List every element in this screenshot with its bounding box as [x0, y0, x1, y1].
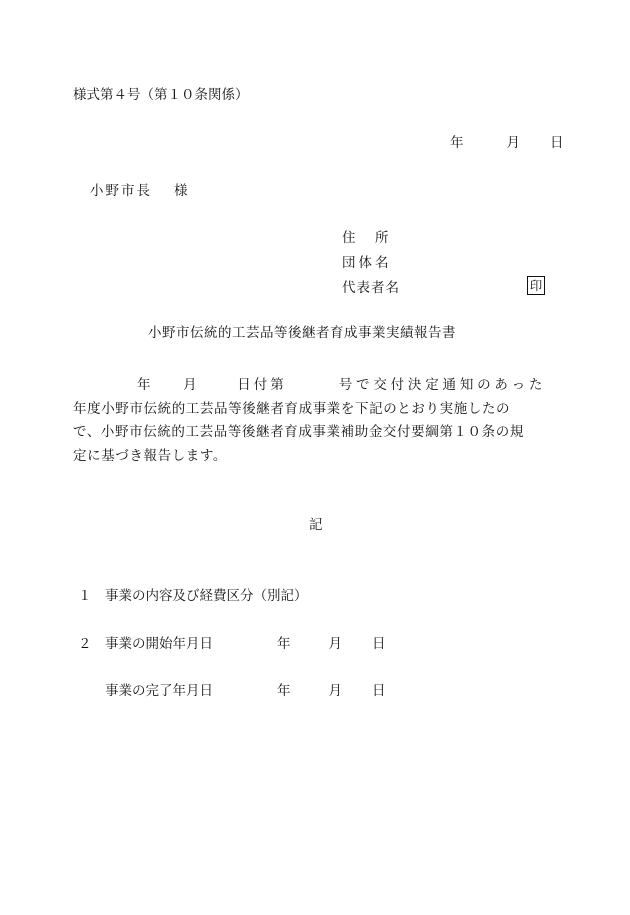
- item-2-text: 事業の開始年月日: [105, 636, 213, 652]
- item-2: [78, 638, 386, 652]
- submission-date: [450, 137, 564, 151]
- body-day-ref: 日付第: [237, 377, 287, 393]
- item-2-number: ２: [78, 636, 92, 652]
- body-month: 月: [183, 377, 198, 393]
- item-1-text: 事業の内容及び経費区分（別記）: [105, 588, 308, 604]
- ki-heading: 記: [309, 517, 323, 533]
- addressee-name: 小野市長: [90, 183, 152, 199]
- address-label: 住 所: [342, 230, 392, 246]
- body-line-1-rest: 号で交付決定通知のあった: [338, 377, 547, 393]
- date-year: 年: [450, 135, 464, 151]
- body-year: 年: [137, 377, 152, 393]
- document-title: 小野市伝統的工芸品等後継者育成事業実績報告書: [148, 325, 456, 341]
- item-2-month: 月: [328, 636, 342, 652]
- item-3-month: 月: [328, 683, 342, 699]
- item-3-year: 年: [277, 683, 291, 699]
- item-3-text: 事業の完了年月日: [105, 683, 213, 699]
- addressee-honorific: 様: [174, 183, 188, 199]
- body-line-1: [73, 374, 559, 398]
- form-number: 様式第４号（第１０条関係）: [73, 87, 249, 103]
- item-3-day: 日: [372, 683, 386, 699]
- seal-box: 印: [527, 276, 545, 295]
- body-line-3: で、小野市伝統的工芸品等後継者育成事業補助金交付要綱第１０条の規: [73, 424, 524, 440]
- applicant-block: [342, 232, 400, 307]
- date-month: 月: [506, 135, 520, 151]
- representative-label: 代表者名: [342, 280, 400, 296]
- item-1-number: １: [78, 588, 92, 604]
- item-3: [105, 685, 386, 699]
- body-line-2: 年度小野市伝統的工芸品等後継者育成事業を下記のとおり実施したの: [73, 400, 511, 417]
- organization-label: 団体名: [342, 255, 392, 271]
- addressee: [90, 185, 188, 199]
- body-paragraph: [73, 374, 559, 468]
- item-2-day: 日: [372, 636, 386, 652]
- body-line-4: 定に基づき報告します。: [73, 447, 228, 464]
- item-1: [78, 590, 308, 604]
- item-2-year: 年: [277, 636, 291, 652]
- date-day: 日: [550, 135, 564, 151]
